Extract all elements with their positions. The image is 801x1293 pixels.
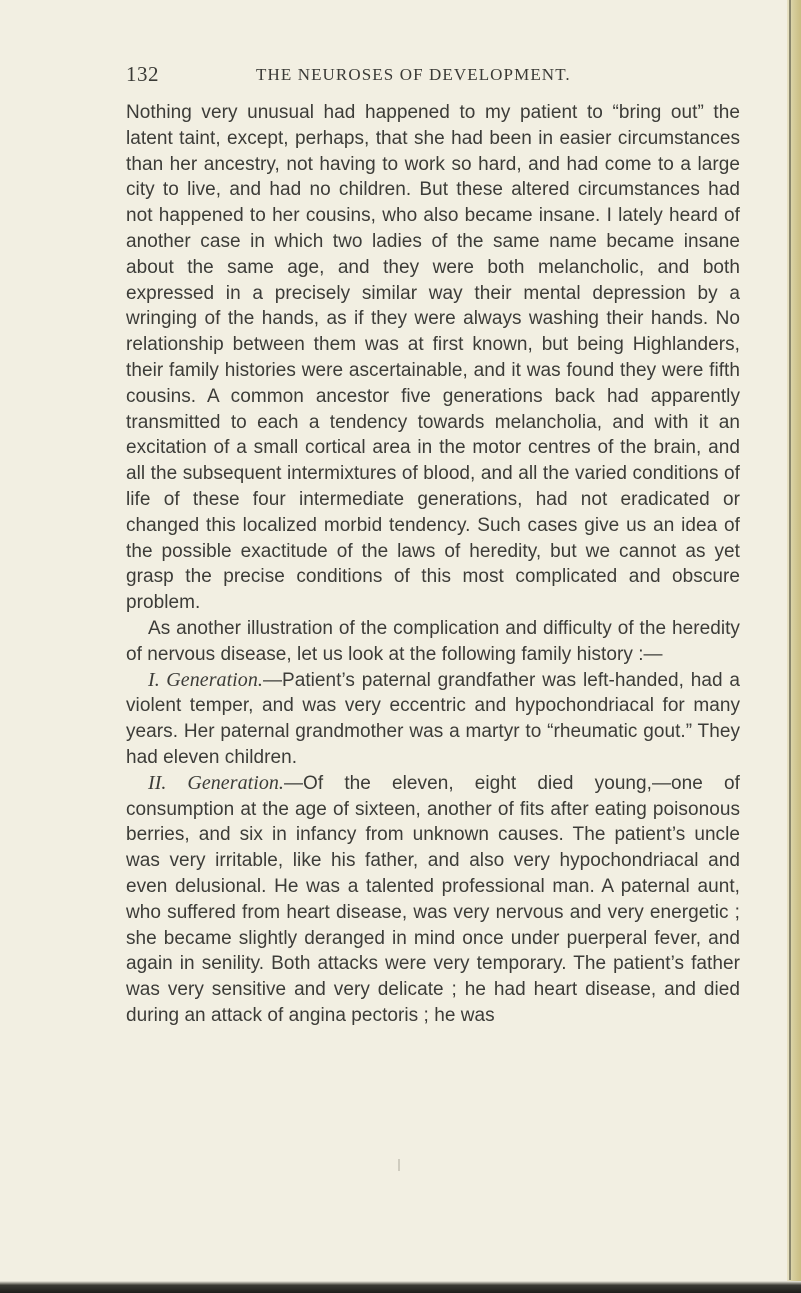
generation-2-text: —Of the eleven, eight died young,—one of consumption at the age of sixteen, another of fits after eating poisonous berries, and six in infancy from unknown causes. The patient’s uncle was very irritable, like his father, and also very hypochondriacal and even delusional. He was a talented professional man. A paternal aunt, who suffered from heart disease, was very nervous and very energetic ; she became slightly deranged in mind once under puerperal fever, and again in senility. Both attacks were very temporary. The patient’s father was very sensitive and very delicate ; he had heart disease, and died during an attack of angina pectoris ; he was — [126, 772, 740, 1026]
running-head: THE NEUROSES OF DEVELOPMENT. — [256, 65, 571, 84]
binding-shadow — [789, 0, 791, 1280]
paragraph-2: As another illustration of the complication and difficulty of the heredity of nervous disease, let us look at the following family history :— — [126, 617, 740, 665]
paragraph-generation-2 — [126, 771, 740, 1029]
generation-2-label: II. Generation. — [148, 771, 284, 794]
generation-1-label: I. Generation. — [148, 668, 263, 691]
generation-1-text: —Patient’s paternal grandfather was left-handed, had a violent temper, and was very eccentric and hypochondriacal for many years. Her paternal grandmother was a martyr to “rheumatic gout.” They had eleven children. — [126, 669, 740, 768]
page-bottom-shadow — [0, 1281, 801, 1293]
print-mark — [398, 1159, 400, 1171]
paragraph-generation-1 — [126, 668, 740, 771]
body-text — [126, 100, 740, 1029]
paragraph-1: Nothing very unusual had happened to my patient to “bring out” the latent taint, except, perhaps, that she had been in easier circumstances than her ancestry, not having to work so hard, and had come to a large city to live, and had no children. But these altered circumstances had not happened to her cousins, who also became insane. I lately heard of another case in which two ladies of the same name became insane about the same age, and they were both melancholic, and both expressed in a precisely similar way their mental depression by a wringing of the hands, as if they were always washing their hands. No relationship between them was at first known, but being Highlanders, their family histories were ascertainable, and it was found they were fifth cousins. A common ancestor five generations back had apparently transmitted to each a tendency towards melancholia, and with it an excitation of a small cortical area in the motor centres of the brain, and all the subsequent intermixtures of blood, and all the varied conditions of life of these four intermediate generations, had not eradicated or changed this localized morbid tendency. Such cases give us an idea of the possible exactitude of the laws of heredity, but we cannot as yet grasp the precise conditions of this most complicated and obscure problem. — [126, 102, 740, 614]
page-number: 132 — [126, 62, 159, 86]
page-header — [126, 62, 740, 92]
